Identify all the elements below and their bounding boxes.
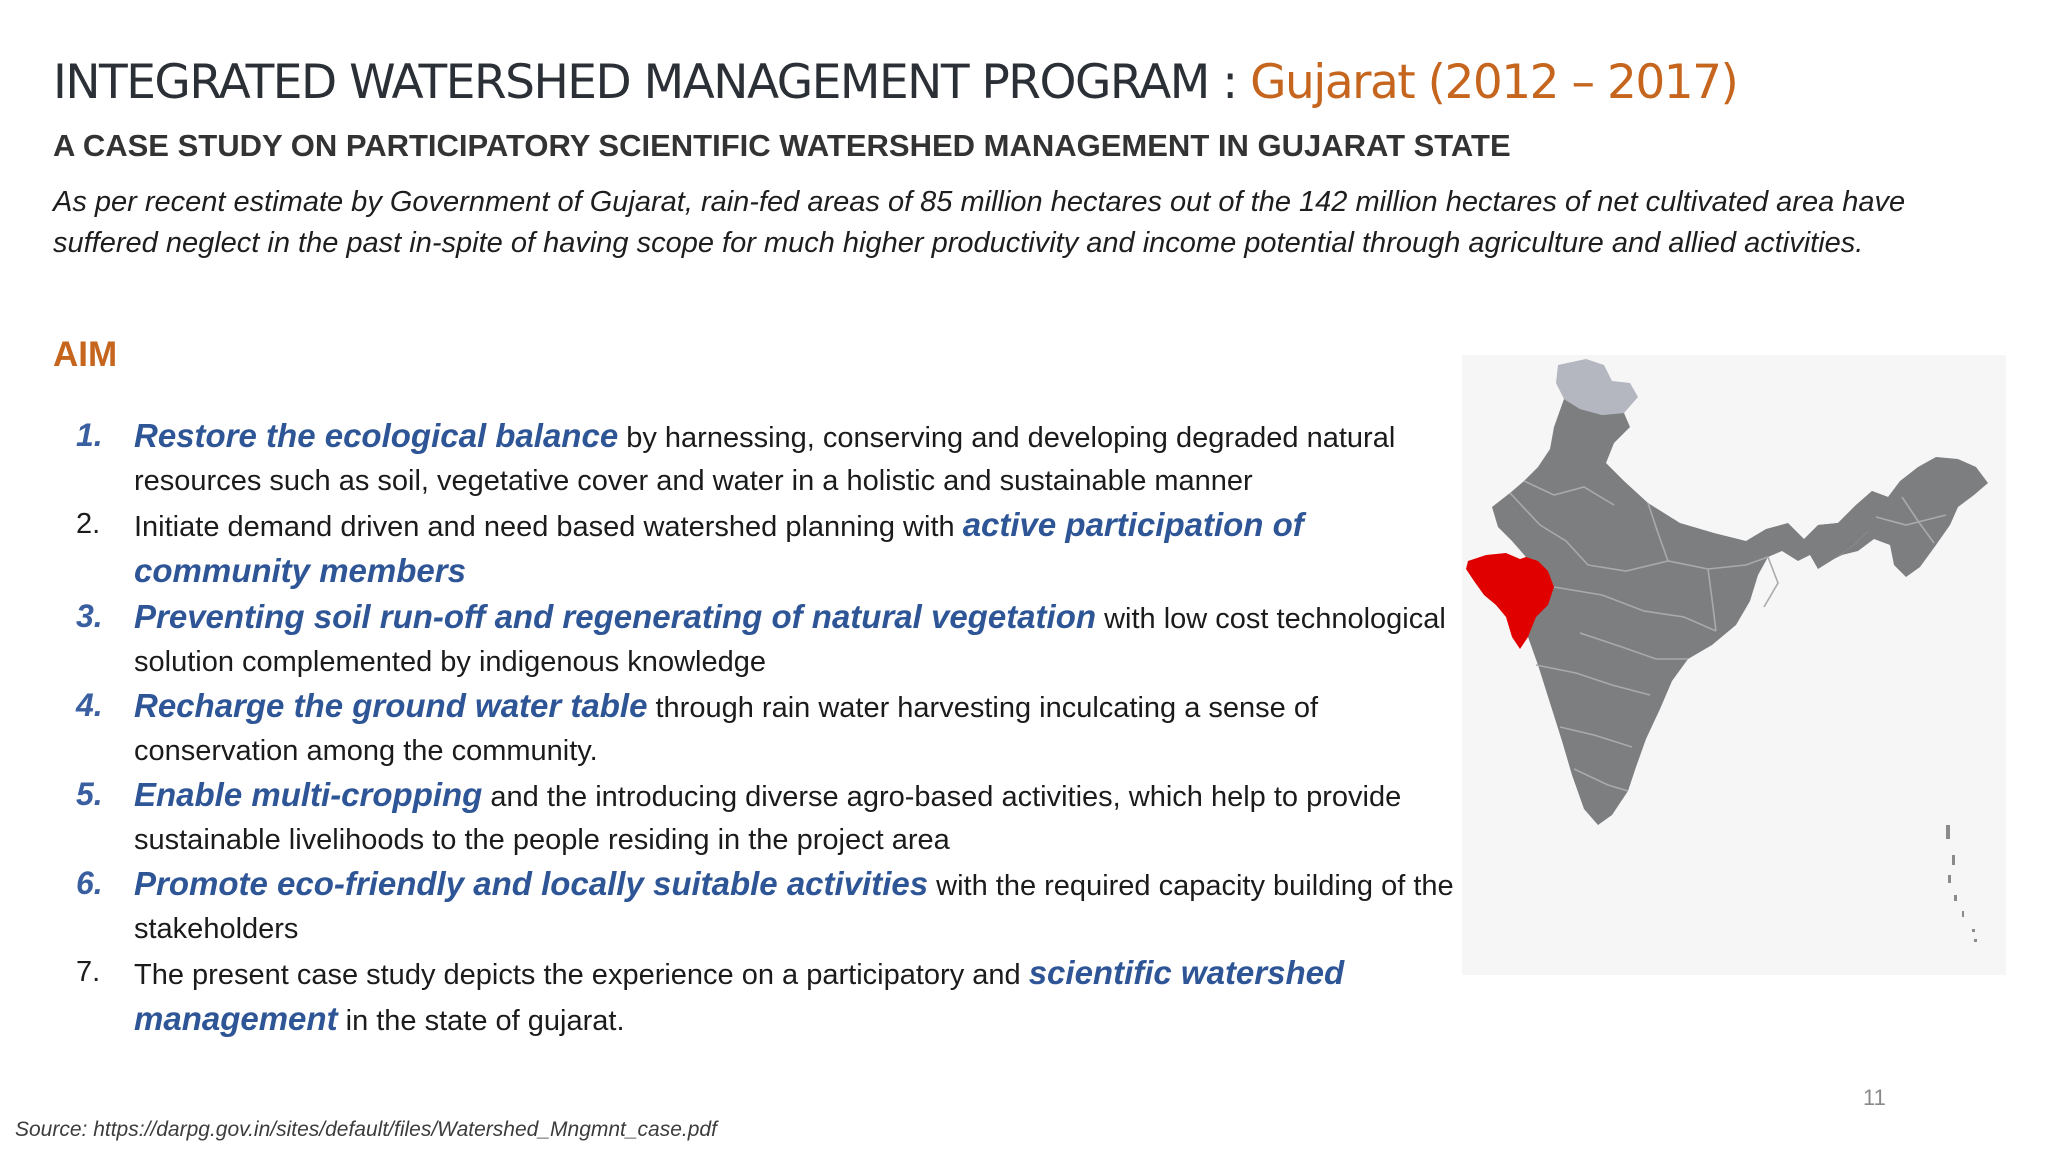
aim-item-text: Initiate demand driven and need based watershed planning with — [134, 511, 963, 543]
aim-item — [60, 951, 1465, 1043]
aim-item-text: by harnessing, conserving and developing degraded natural resources such as soil, vegetative cover and water in a holistic and sustainable manner — [134, 422, 1396, 497]
title-highlight: Gujarat (2012 – 2017) — [1250, 55, 1738, 110]
map-islands — [1946, 825, 1977, 942]
aim-item-number: 5. — [76, 776, 103, 812]
aim-item-number: 6. — [76, 865, 103, 901]
aim-item-lead: Restore the ecological balance — [134, 417, 619, 454]
aim-item-emphasis: active participation of community members — [134, 506, 1304, 589]
slide-title — [53, 55, 1737, 110]
page-number: 11 — [1863, 1085, 1886, 1110]
title-main: INTEGRATED WATERSHED MANAGEMENT PROGRAM — [53, 55, 1209, 110]
aim-item — [60, 414, 1465, 503]
aim-item-text: and the introducing diverse agro-based activities, which help to provide sustainable livelihoods to the people residing in the project area — [134, 781, 1402, 856]
slide-subtitle: A CASE STUDY ON PARTICIPATORY SCIENTIFIC WATERSHED MANAGEMENT IN GUJARAT STATE — [53, 128, 1511, 163]
aim-item-number: 1. — [76, 417, 103, 453]
aim-item-text: through rain water harvesting inculcating a sense of conservation among the community. — [134, 692, 1319, 767]
map-mainland — [1492, 399, 1888, 825]
aim-item-text: The present case study depicts the experience on a participatory and — [134, 959, 1029, 991]
india-map-icon — [1462, 355, 2006, 975]
aim-item-lead: Recharge the ground water table — [134, 687, 648, 724]
aim-item — [60, 862, 1465, 951]
aim-item-lead: Promote eco-friendly and locally suitable activities — [134, 865, 929, 902]
india-map — [1462, 355, 2006, 975]
intro-paragraph: As per recent estimate by Government of Gujarat, rain-fed areas of 85 million hectares out of the 142 million hectares of net cultivated area have suffered neglect in the past in-spite of having scope for much higher productivity and income potential through agriculture and allied activities. — [53, 186, 1906, 259]
aim-item — [60, 684, 1465, 773]
aim-item-text: with low cost technological solution complemented by indigenous knowledge — [134, 603, 1446, 678]
aim-item-lead: Enable multi-cropping — [134, 776, 483, 813]
aim-item — [60, 773, 1465, 862]
source-citation: Source: https://darpg.gov.in/sites/default/files/Watershed_Mngmnt_case.pdf — [15, 1118, 717, 1141]
aim-item-number: 7. — [76, 956, 101, 988]
aim-item — [60, 595, 1465, 684]
map-northeast — [1818, 457, 1988, 577]
aim-list — [60, 414, 1465, 1043]
aim-item-number: 3. — [76, 598, 103, 634]
aim-item-emphasis: scientific watershed management — [134, 954, 1345, 1037]
aim-item-text: with the required capacity building of the stakeholders — [134, 870, 1454, 945]
aim-item-lead: Preventing soil run-off and regenerating of natural vegetation — [134, 598, 1097, 635]
title-separator: : — [1208, 55, 1251, 110]
aim-item — [60, 503, 1465, 595]
aim-item-tail-text: in the state of gujarat. — [337, 1005, 625, 1037]
aim-item-number: 2. — [76, 508, 101, 540]
aim-item-number: 4. — [76, 687, 103, 723]
aim-heading: AIM — [53, 335, 118, 374]
